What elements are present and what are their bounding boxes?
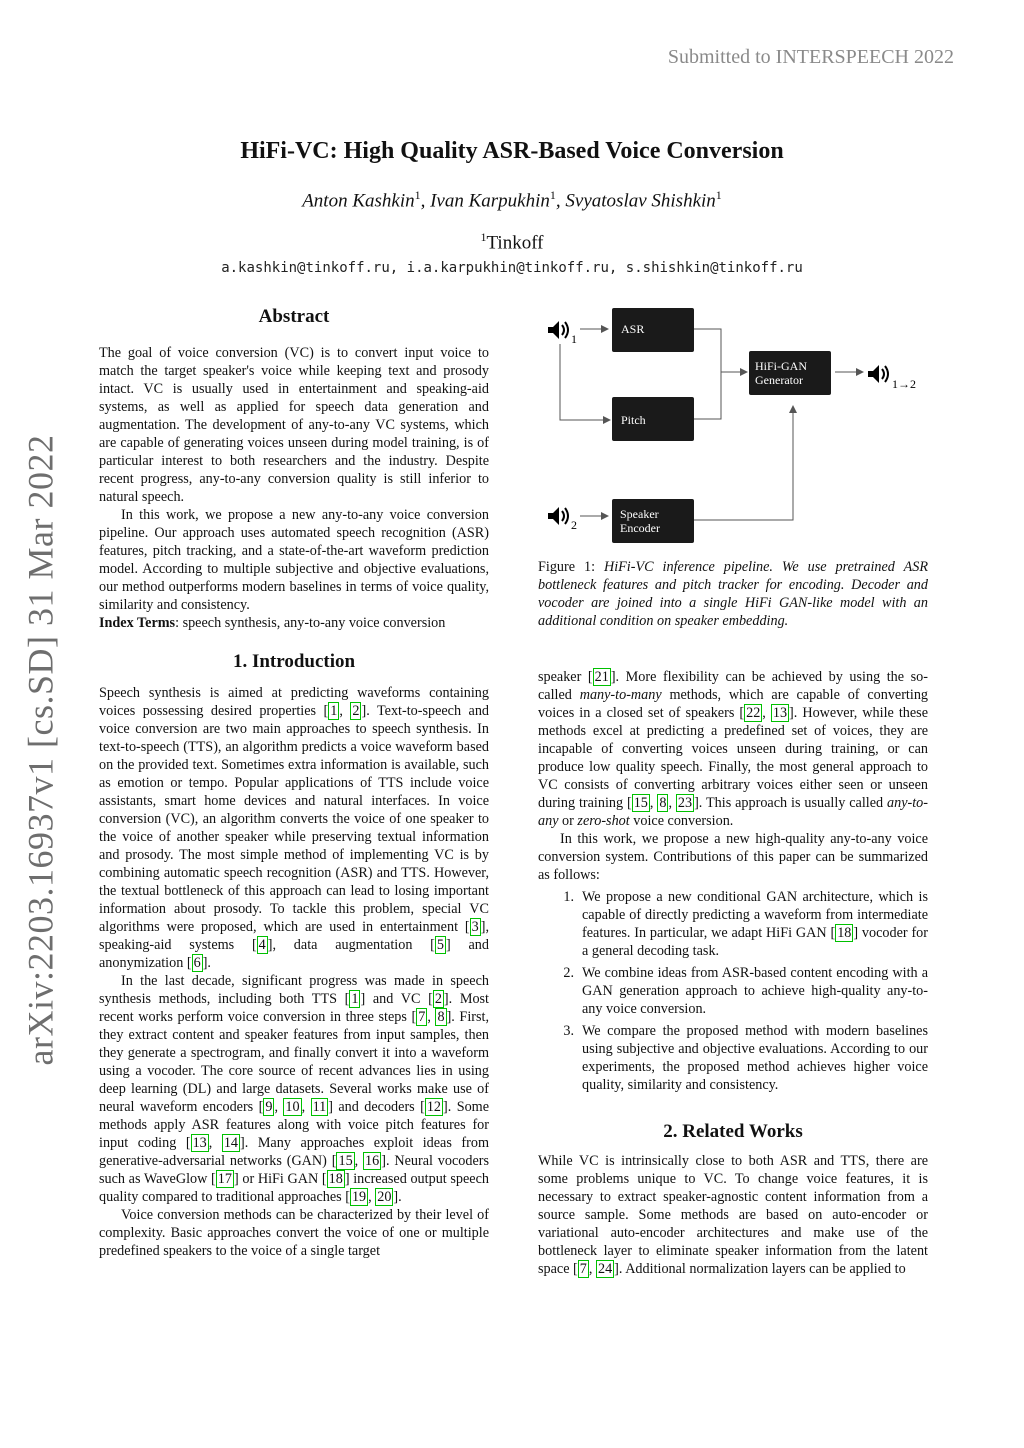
arxiv-stamp — [10, 434, 70, 1066]
intro-paragraph: Speech synthesis is aimed at predicting waveforms containing voices possessing desired properties [ 1 , 2 ]. Text-to-speech and voice conversion are two main approaches to speech synthesis. In text-to-speech (TTS), an algorithm predicts a voice waveform based on the provided text. Sometimes extra information is available, such as emotion or tempo. Popular applications of TTS include voice assistants, smart home devices and natural interfaces. In voice conversion (VC), an algorithm converts the voice of one speaker to the voice of another speaker while preserving textual information and prosody. The most simple method of implementing VC is by combining automatic speech recognition (ASR) and TTS. However, the textual bottleneck of this approach can lead to losing important information about prosody. To tackle this problem, special VC algorithms were proposed, which are used in entertainment [ 3 ], speaking-aid systems [ 4 ], data augmentation [ 5 ] and anonymization [ 6 ]. — [99, 685, 490, 971]
caption-text: HiFi-VC inference pipeline. We use pretrained ASR bottleneck features and pitch tracker for encoding. Decoder and vocoder are joined into a single HiFi GAN-like model with an additional condition on speaker embedding. — [538, 559, 928, 629]
author-aff: 1 — [715, 188, 722, 202]
abstract-body — [99, 344, 489, 632]
contribution-item — [538, 1022, 928, 1094]
introduction-body-right — [538, 668, 928, 1094]
intro-paragraph: Voice conversion methods can be characterized by their level of complexity. Basic approaches convert the voice of one or multiple predefined speakers to the voice of a single target — [99, 1207, 489, 1259]
abstract-paragraph: In this work, we propose a new any-to-any voice conversion pipeline. Our approach uses automated speech recognition (ASR) features, pitch tracking, and a state-of-the-art waveform prediction model. According to multiple subjective and objective evaluations, our method outperforms modern baselines in terms of voice quality, similarity and consistency. — [99, 507, 489, 613]
figure-1-caption — [538, 558, 928, 630]
related-works-heading: 2. Related Works — [663, 1121, 803, 1142]
arxiv-stamp-text: arXiv:2203.16937v1 [cs.SD] 31 Mar 2022 — [20, 434, 60, 1066]
speaker-icon — [868, 365, 888, 383]
contribution-text: We compare the proposed method with modern baselines using subjective and objective evaluations. According to our experiments, the proposed method achieves higher voice quality, similarity and consistency. — [582, 1023, 928, 1093]
contribution-item — [538, 964, 928, 1018]
affiliation-mark: 1 — [480, 230, 487, 244]
contribution-number: 3. — [563, 1023, 574, 1039]
contribution-number: 2. — [563, 965, 574, 981]
author-aff: 1 — [414, 188, 421, 202]
intro-paragraph: In this work, we propose a new high-quality any-to-any voice conversion system. Contributions of this paper can be summarized as follows: — [538, 831, 928, 883]
affiliation-name: Tinkoff — [486, 232, 544, 254]
figure-1-diagram — [538, 300, 928, 550]
author-name: Svyatoslav Shishkin — [565, 190, 716, 212]
author-name: Ivan Karpukhin — [430, 190, 550, 212]
abstract-heading: Abstract — [258, 306, 330, 327]
author-list: Anton Kashkin$^1$, Ivan Karpukhin$^1$, Svyatoslav Shishkin$^1$ — [302, 188, 722, 212]
speaker-encoder-label-2: Encoder — [620, 521, 660, 535]
intro-paragraph: speaker [ 21 ]. More flexibility can be achieved by using the so-called many-to-many methods, which are capable of converting voices in a closed set of speakers [ 22 , 13 ]. However, while these methods excel at predicting a predefined set of voices, they are incapable of converting voices unseen during training, or can produce low quality speech. Finally, the most general approach to VC consists of converting arbitrary voices either seen or unseen during training [ 15 , 8 , 23 ]. This approach is usually called any-to-any or zero-shot voice conversion. — [538, 669, 929, 829]
affiliation — [0, 230, 1024, 254]
asr-box-label: ASR — [621, 322, 645, 336]
author-aff: 1 — [549, 188, 556, 202]
input-2-label: 2 — [571, 518, 577, 532]
paper-title: HiFi-VC: High Quality ASR-Based Voice Conversion — [240, 138, 784, 164]
abstract-paragraph: The goal of voice conversion (VC) is to convert input voice to match the target speaker's voice while keeping text and prosody intact. VC is usually used in entertainment and speaking-aid systems, as well as applied for speech data generation and augmentation. The development of any-to-any VC systems, which are capable of generating voices unseen during model training, is of particular interest to both researchers and the industry. Despite recent progress, any-to-any conversion quality is still inferior to natural speech. — [99, 345, 489, 505]
output-label: 1→2 — [892, 377, 916, 391]
speaker-encoder-label-1: Speaker — [620, 507, 659, 521]
related-paragraph: While VC is intrinsically close to both ASR and TTS, there are some problems unique to VC. To change voice features, it is necessary to extract speaker-agnostic content information from a source sample. Some methods are based on auto-encoder or variational auto-encoder architectures and make use of the bottleneck layer to eliminate speaker information from the latent space [ 7 , 24 ]. Additional normalization layers can be applied to — [538, 1153, 928, 1277]
contribution-list — [538, 888, 928, 1094]
related-works-body — [538, 1152, 928, 1278]
speaker-icon — [548, 507, 568, 525]
hifigan-box-label-1: HiFi-GAN — [755, 359, 808, 373]
author-name: Anton Kashkin — [302, 190, 415, 212]
introduction-heading: 1. Introduction — [232, 651, 356, 672]
input-1-label: 1 — [571, 332, 577, 346]
contribution-item — [538, 888, 928, 960]
submission-note: Submitted to INTERSPEECH 2022 — [667, 46, 954, 68]
contribution-number: 1. — [563, 889, 574, 905]
speaker-icon — [548, 321, 568, 339]
intro-paragraph: In the last decade, significant progress was made in speech synthesis methods, including both TTS [ 1 ] and VC [ 2 ]. Most recent works perform voice conversion in three steps [ 7 , 8 ]. First, they extract content and speaker features from input samples, then they generate a spectrogram, and finally convert it into a waveform using a vocoder. The core source of recent advances lies in using deep learning (DL) and large datasets. Several works make use of neural waveform encoders [ 9 , 10 , 11 ] and decoders [ 12 ]. Some methods apply ASR features along with voice pitch features for input coding [ 13 , 14 ]. Many approaches exploit ideas from generative-adversarial networks (GAN) [ 15 , 16 ]. Neural vocoders such as WaveGlow [ 17 ] or HiFi GAN [ 18 ] increased output speech quality compared to traditional approaches [ 19 , 20 ]. — [99, 973, 490, 1205]
index-terms-text: : speech synthesis, any-to-any voice conversion — [175, 615, 446, 631]
hifigan-box-label-2: Generator — [755, 373, 803, 387]
caption-prefix: Figure 1: — [538, 559, 604, 575]
index-terms-label: Index Terms — [99, 615, 176, 631]
index-terms — [99, 614, 489, 632]
contribution-text: We combine ideas from ASR-based content encoding with a GAN generation approach to achieve high-quality any-to-any voice conversion. — [582, 965, 928, 1017]
pitch-box-label: Pitch — [621, 413, 646, 427]
author-emails: a.kashkin@tinkoff.ru, i.a.karpukhin@tinkoff.ru, s.shishkin@tinkoff.ru — [221, 260, 803, 276]
introduction-body-left — [99, 684, 489, 1260]
contribution-text: We propose a new conditional GAN architecture, which is capable of directly predicting a waveform from intermediate features. In particular, we adapt HiFi GAN [ 18 ] vocoder for a general decoding task. — [582, 889, 929, 959]
